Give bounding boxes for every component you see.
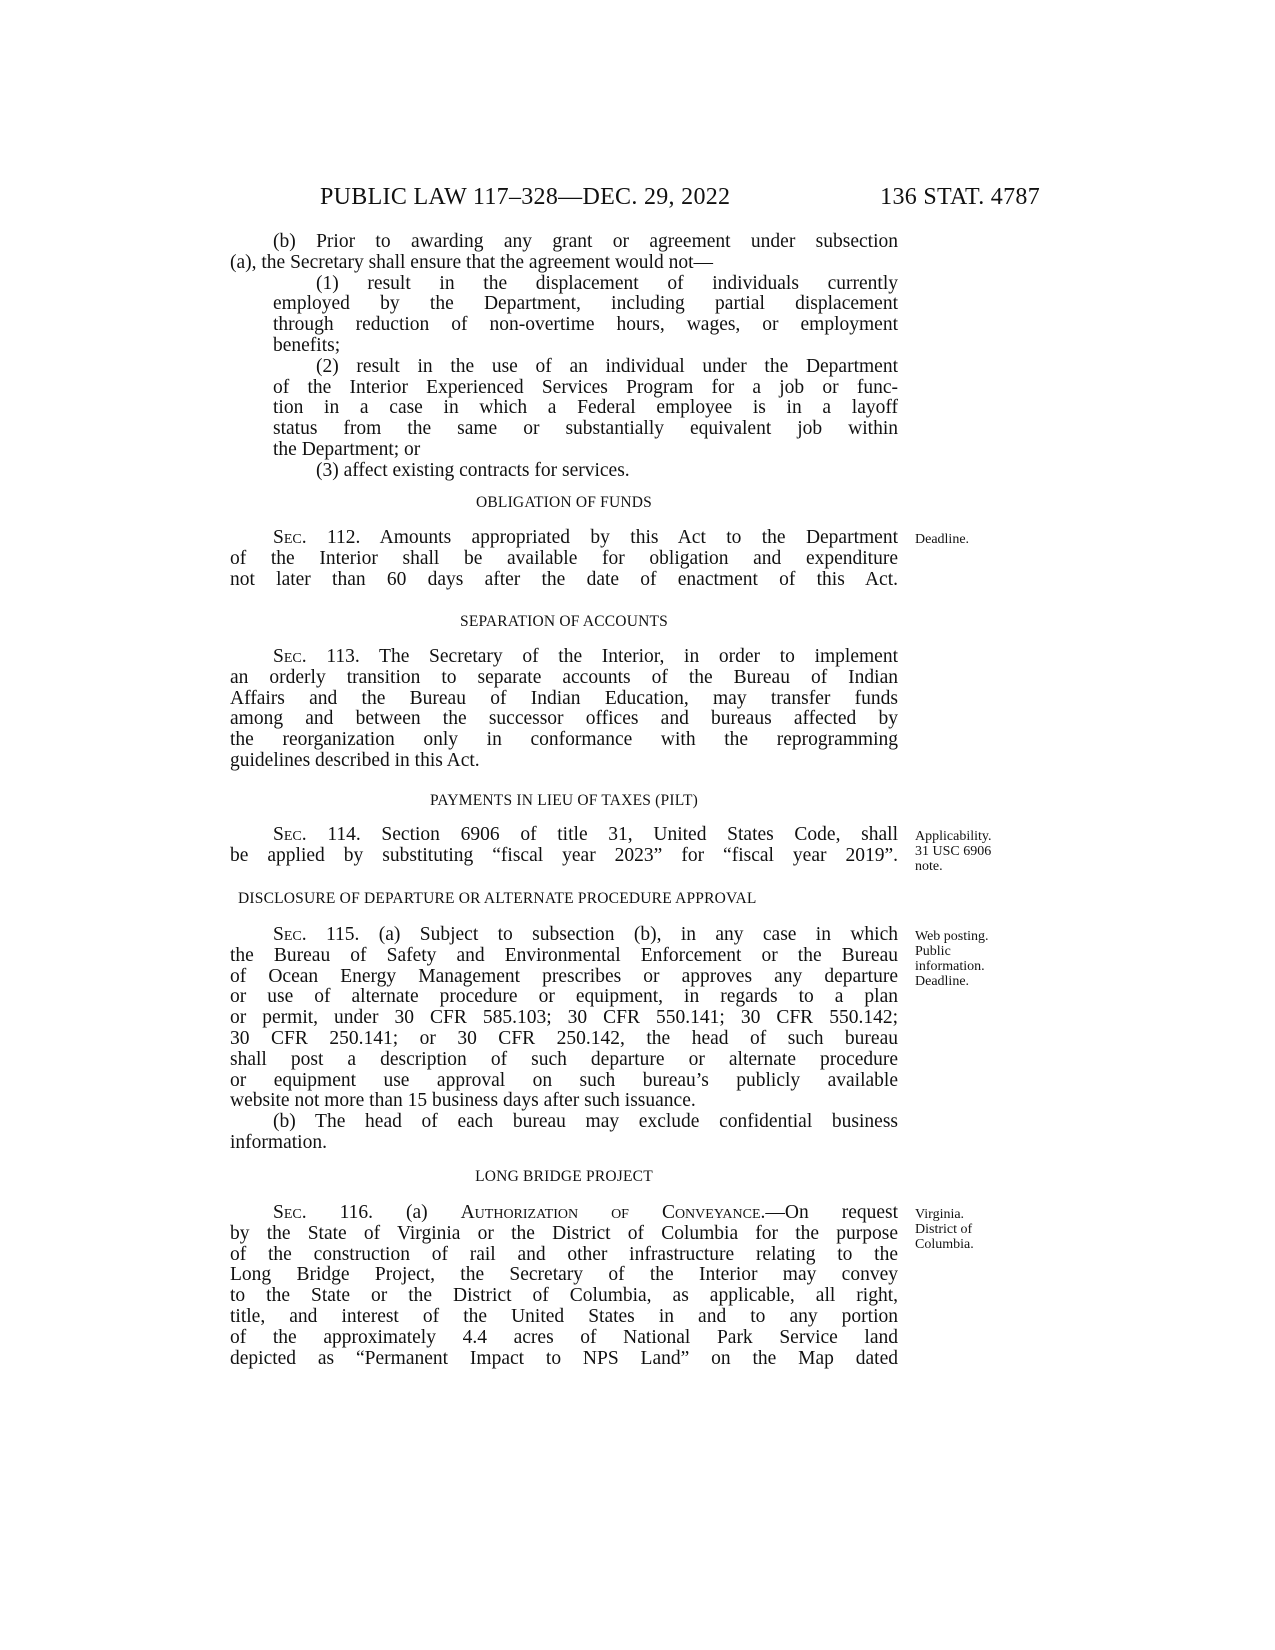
section-113 bbox=[230, 647, 898, 772]
section-heading-pilt: PAYMENTS IN LIEU OF TAXES (PILT) bbox=[430, 792, 698, 809]
margin-line: District of bbox=[915, 1222, 973, 1237]
margin-line: note. bbox=[915, 859, 943, 874]
section-heading-disclosure: DISCLOSURE OF DEPARTURE OR ALTERNATE PROCEDURE APPROVAL bbox=[238, 890, 757, 907]
text-line: or permit, under 30 CFR 585.103; 30 CFR 550.141; 30 CFR 550.142; bbox=[230, 1007, 898, 1029]
text-line: employed by the Department, including partial displacement bbox=[273, 293, 898, 315]
margin-line: Virginia. bbox=[915, 1207, 965, 1222]
margin-line: Applicability. bbox=[915, 829, 992, 844]
text-line: (a), the Secretary shall ensure that the agreement would not— bbox=[230, 251, 713, 273]
sec-label: Sec. bbox=[273, 824, 307, 845]
text-line: the reorganization only in conformance with the reprogramming bbox=[230, 729, 898, 751]
margin-note-115 bbox=[915, 929, 1035, 989]
text-line bbox=[230, 925, 898, 946]
text-line bbox=[230, 825, 898, 846]
subsection-b-block bbox=[230, 232, 898, 482]
sec-label: Sec. bbox=[273, 1202, 307, 1223]
text-line: Long Bridge Project, the Secretary of the Interior may convey bbox=[230, 1264, 898, 1286]
text-line: information. bbox=[230, 1131, 327, 1153]
text-line: or equipment use approval on such bureau’s publicly available bbox=[230, 1069, 898, 1091]
text-fragment: 112. Amounts appropriated by this Act to the Department bbox=[306, 527, 898, 548]
text-line: (b) Prior to awarding any grant or agreement under subsection bbox=[273, 231, 898, 252]
page-header bbox=[230, 184, 1040, 224]
text-line: website not more than 15 business days after such issuance. bbox=[230, 1090, 696, 1112]
margin-note-116 bbox=[915, 1207, 1035, 1252]
stat-page-number: 136 STAT. 4787 bbox=[880, 184, 1040, 210]
text-line bbox=[230, 528, 898, 549]
margin-line: Columbia. bbox=[915, 1237, 974, 1252]
margin-line: Deadline. bbox=[915, 974, 970, 989]
text-line: of Ocean Energy Management prescribes or approves any departure bbox=[230, 965, 898, 987]
text-line: (1) result in the displacement of individuals currently bbox=[316, 272, 898, 294]
margin-line: Public bbox=[915, 944, 951, 959]
text-line: Affairs and the Bureau of Indian Education, may transfer funds bbox=[230, 687, 898, 709]
text-line: (b) The head of each bureau may exclude confidential business bbox=[273, 1111, 898, 1133]
section-heading-long-bridge: LONG BRIDGE PROJECT bbox=[475, 1168, 653, 1185]
text-line: benefits; bbox=[273, 334, 341, 356]
text-line: of the construction of rail and other infrastructure relating to the bbox=[230, 1243, 898, 1265]
text-line: of the Interior Experienced Services Program for a job or func- bbox=[273, 376, 898, 398]
text-line: status from the same or substantially equivalent job within bbox=[273, 418, 898, 440]
text-line: by the State of Virginia or the District of Columbia for the purpose bbox=[230, 1222, 898, 1244]
text-fragment: 115. (a) Subject to subsection (b), in any case in which bbox=[306, 924, 898, 945]
text-fragment: 116. (a) bbox=[306, 1202, 461, 1223]
section-heading-separation: SEPARATION OF ACCOUNTS bbox=[460, 613, 668, 630]
sec-label: Sec. bbox=[273, 527, 307, 548]
text-line: of the Interior shall be available for obligation and expenditure bbox=[230, 547, 898, 569]
list-item-2 bbox=[230, 357, 898, 461]
text-line: (3) affect existing contracts for services. bbox=[316, 459, 630, 481]
text-line: among and between the successor offices and bureaus affected by bbox=[230, 708, 898, 730]
text-line: tion in a case in which a Federal employee is in a layoff bbox=[273, 397, 898, 419]
list-item-1 bbox=[230, 274, 898, 357]
margin-line: information. bbox=[915, 959, 985, 974]
text-line: (2) result in the use of an individual under the Department bbox=[316, 355, 898, 377]
section-114 bbox=[230, 825, 898, 867]
margin-line: 31 USC 6906 bbox=[915, 844, 992, 859]
section-heading-obligation: OBLIGATION OF FUNDS bbox=[475, 494, 653, 511]
text-line: not later than 60 days after the date of enactment of this Act. bbox=[230, 568, 898, 590]
text-line: through reduction of non-overtime hours, wages, or employment bbox=[273, 314, 898, 336]
sec-label: Sec. bbox=[273, 924, 307, 945]
section-116 bbox=[230, 1203, 898, 1369]
text-line: shall post a description of such departure or alternate procedure bbox=[230, 1048, 898, 1070]
text-fragment: 113. The Secretary of the Interior, in order to implement bbox=[306, 646, 898, 667]
text-line bbox=[230, 1203, 898, 1224]
law-title: PUBLIC LAW 117–328—DEC. 29, 2022 bbox=[320, 184, 731, 210]
subsection-heading: Authorization of Conveyance bbox=[460, 1202, 761, 1223]
list-item-3 bbox=[230, 461, 898, 482]
text-line: the Department; or bbox=[273, 438, 421, 460]
text-line: of the approximately 4.4 acres of National Park Service land bbox=[230, 1326, 898, 1348]
text-line: or use of alternate procedure or equipment, in regards to a plan bbox=[230, 986, 898, 1008]
margin-line: Web posting. bbox=[915, 929, 989, 944]
text-line: depicted as “Permanent Impact to NPS Land” on the Map dated bbox=[230, 1347, 898, 1369]
text-line: an orderly transition to separate accounts of the Bureau of Indian bbox=[230, 666, 898, 688]
text-line: to the State or the District of Columbia, as applicable, all right, bbox=[230, 1285, 898, 1307]
margin-note-114 bbox=[915, 829, 1035, 874]
text-fragment: 114. Section 6906 of title 31, United States Code, shall bbox=[306, 824, 898, 845]
text-line: the Bureau of Safety and Environmental Enforcement or the Bureau bbox=[230, 944, 898, 966]
sec-label: Sec. bbox=[273, 646, 307, 667]
text-line: be applied by substituting “fiscal year 2023” for “fiscal year 2019”. bbox=[230, 844, 898, 866]
text-fragment: .—On request bbox=[760, 1202, 899, 1223]
margin-note-112: Deadline. bbox=[915, 532, 970, 547]
text-line: 30 CFR 250.141; or 30 CFR 250.142, the head of such bureau bbox=[230, 1027, 898, 1049]
text-line: title, and interest of the United States in and to any portion bbox=[230, 1305, 898, 1327]
section-115 bbox=[230, 925, 898, 1154]
section-112 bbox=[230, 528, 898, 590]
text-line: guidelines described in this Act. bbox=[230, 749, 480, 771]
text-line bbox=[230, 647, 898, 668]
